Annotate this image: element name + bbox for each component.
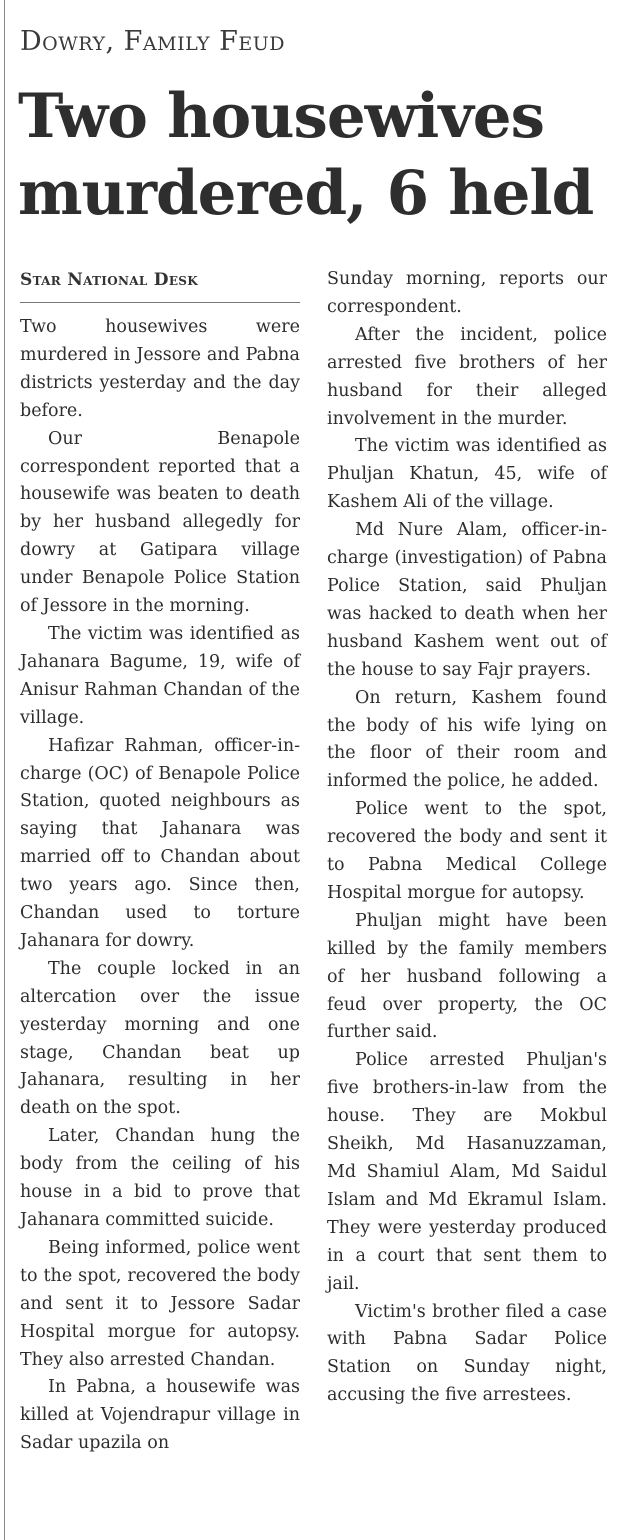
article-kicker: Dowry, Family Feud [20, 26, 285, 57]
page-edge-rule [4, 0, 5, 1540]
paragraph: Police arrested Phuljan's five brothers-in-law from the house. They are Mokbul Sheikh, Md Hasanuzzaman, Md Shamiul Alam, Md Saidul Islam and Md Ekramul Islam. They were yesterday produced in a court that sent them to jail. [327, 1050, 607, 1294]
paragraph: On return, Kashem found the body of his wife lying on the floor of their room and informed the police, he added. [327, 687, 607, 792]
paragraph: Police went to the spot, recovered the body and sent it to Pabna Medical College Hospital morgue for autopsy. [327, 799, 607, 903]
paragraph: The victim was identified as Phuljan Khatun, 45, wife of Kashem Ali of the village. [327, 436, 607, 513]
paragraph: Being informed, police went to the spot, recovered the body and sent it to Jessore Sadar Hospital morgue for autopsy. They also arrested Chandan. [20, 1237, 300, 1370]
byline-divider [20, 302, 300, 303]
article-byline: Star National Desk [20, 270, 198, 290]
paragraph: In Pabna, a housewife was killed at Vojendrapur village in Sadar upazila on [20, 1377, 300, 1454]
article-column-left [20, 314, 300, 1458]
paragraph: Md Nure Alam, officer-in-charge (investigation) of Pabna Police Station, said Phuljan was hacked to death when her husband Kashem went out of the house to say Fajr prayers. [327, 520, 607, 680]
paragraph: The couple locked in an altercation over the issue yesterday morning and one stage, Chandan beat up Jahanara, resulting in her death on the spot. [20, 958, 300, 1119]
paragraph: Our Benapole correspondent reported that a housewife was beaten to death by her husband allegedly for dowry at Gatipara village under Benapole Police Station of Jessore in the morning. [20, 428, 300, 617]
paragraph: The victim was identified as Jahanara Bagume, 19, wife of Anisur Rahman Chandan of the village. [20, 623, 300, 728]
paragraph: Victim's brother filed a case with Pabna Sadar Police Station on Sunday night, accusing the five arrestees. [327, 1301, 607, 1406]
article-headline: Two housewives murdered, 6 held [18, 81, 594, 229]
paragraph: Two housewives were murdered in Jessore and Pabna districts yesterday and the day before. [20, 317, 300, 421]
paragraph: Hafizar Rahman, officer-in-charge (OC) of Benapole Police Station, quoted neighbours as saying that Jahanara was married off to Chandan about two years ago. Since then, Chandan used to torture Jahanara for dowry. [20, 735, 300, 951]
paragraph: Phuljan might have been killed by the family members of her husband following a feud over property, the OC further said. [327, 910, 607, 1043]
paragraph: After the incident, police arrested five brothers of her husband for their alleged involvement in the murder. [327, 324, 607, 429]
article-column-right [327, 266, 607, 1410]
paragraph: Later, Chandan hung the body from the ceiling of his house in a bid to prove that Jahanara committed suicide. [20, 1126, 300, 1230]
paragraph: Sunday morning, reports our correspondent. [327, 269, 607, 317]
